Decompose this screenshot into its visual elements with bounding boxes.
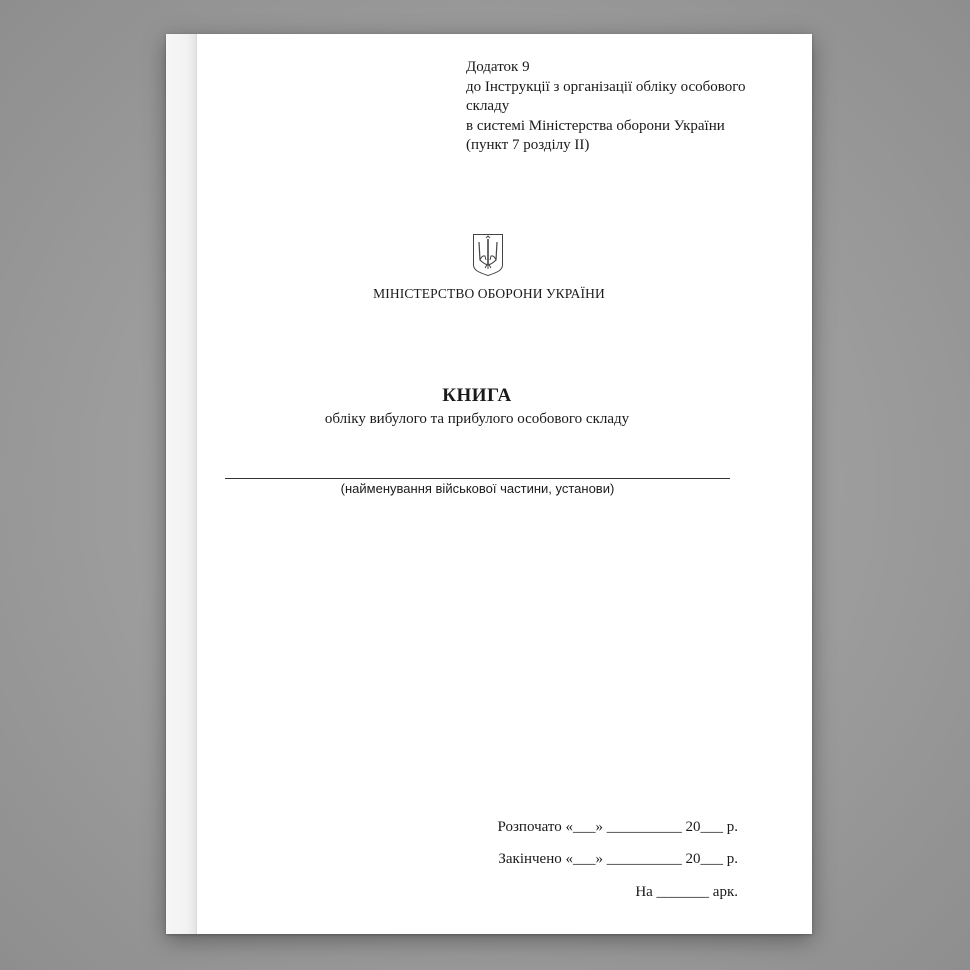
finished-date-line: Закінчено «___» __________ 20___ р. — [498, 851, 738, 867]
ministry-name: МІНІСТЕРСТВО ОБОРОНИ УКРАЇНИ — [373, 286, 605, 301]
appendix-line: в системі Міністерства оборони України — [466, 117, 725, 134]
trident-emblem-icon — [472, 233, 504, 277]
appendix-line: до Інструкції з організації обліку особового — [466, 78, 746, 95]
spine-divider — [196, 34, 197, 934]
book-spine — [166, 34, 196, 934]
unit-name-caption: (найменування військової частини, установи) — [340, 481, 615, 496]
book-title: КНИГА — [442, 385, 512, 406]
appendix-line: (пункт 7 розділу ІІ) — [466, 137, 590, 153]
started-date-line: Розпочато «___» __________ 20___ р. — [497, 819, 738, 835]
appendix-note — [466, 58, 786, 156]
book-subtitle: обліку вибулого та прибулого особового складу — [324, 411, 630, 427]
appendix-line: складу — [466, 98, 510, 114]
appendix-line: Додаток 9 — [466, 59, 530, 75]
unit-name-line — [225, 478, 730, 479]
book-cover — [166, 34, 812, 934]
sheets-count-line: На _______ арк. — [635, 884, 738, 900]
